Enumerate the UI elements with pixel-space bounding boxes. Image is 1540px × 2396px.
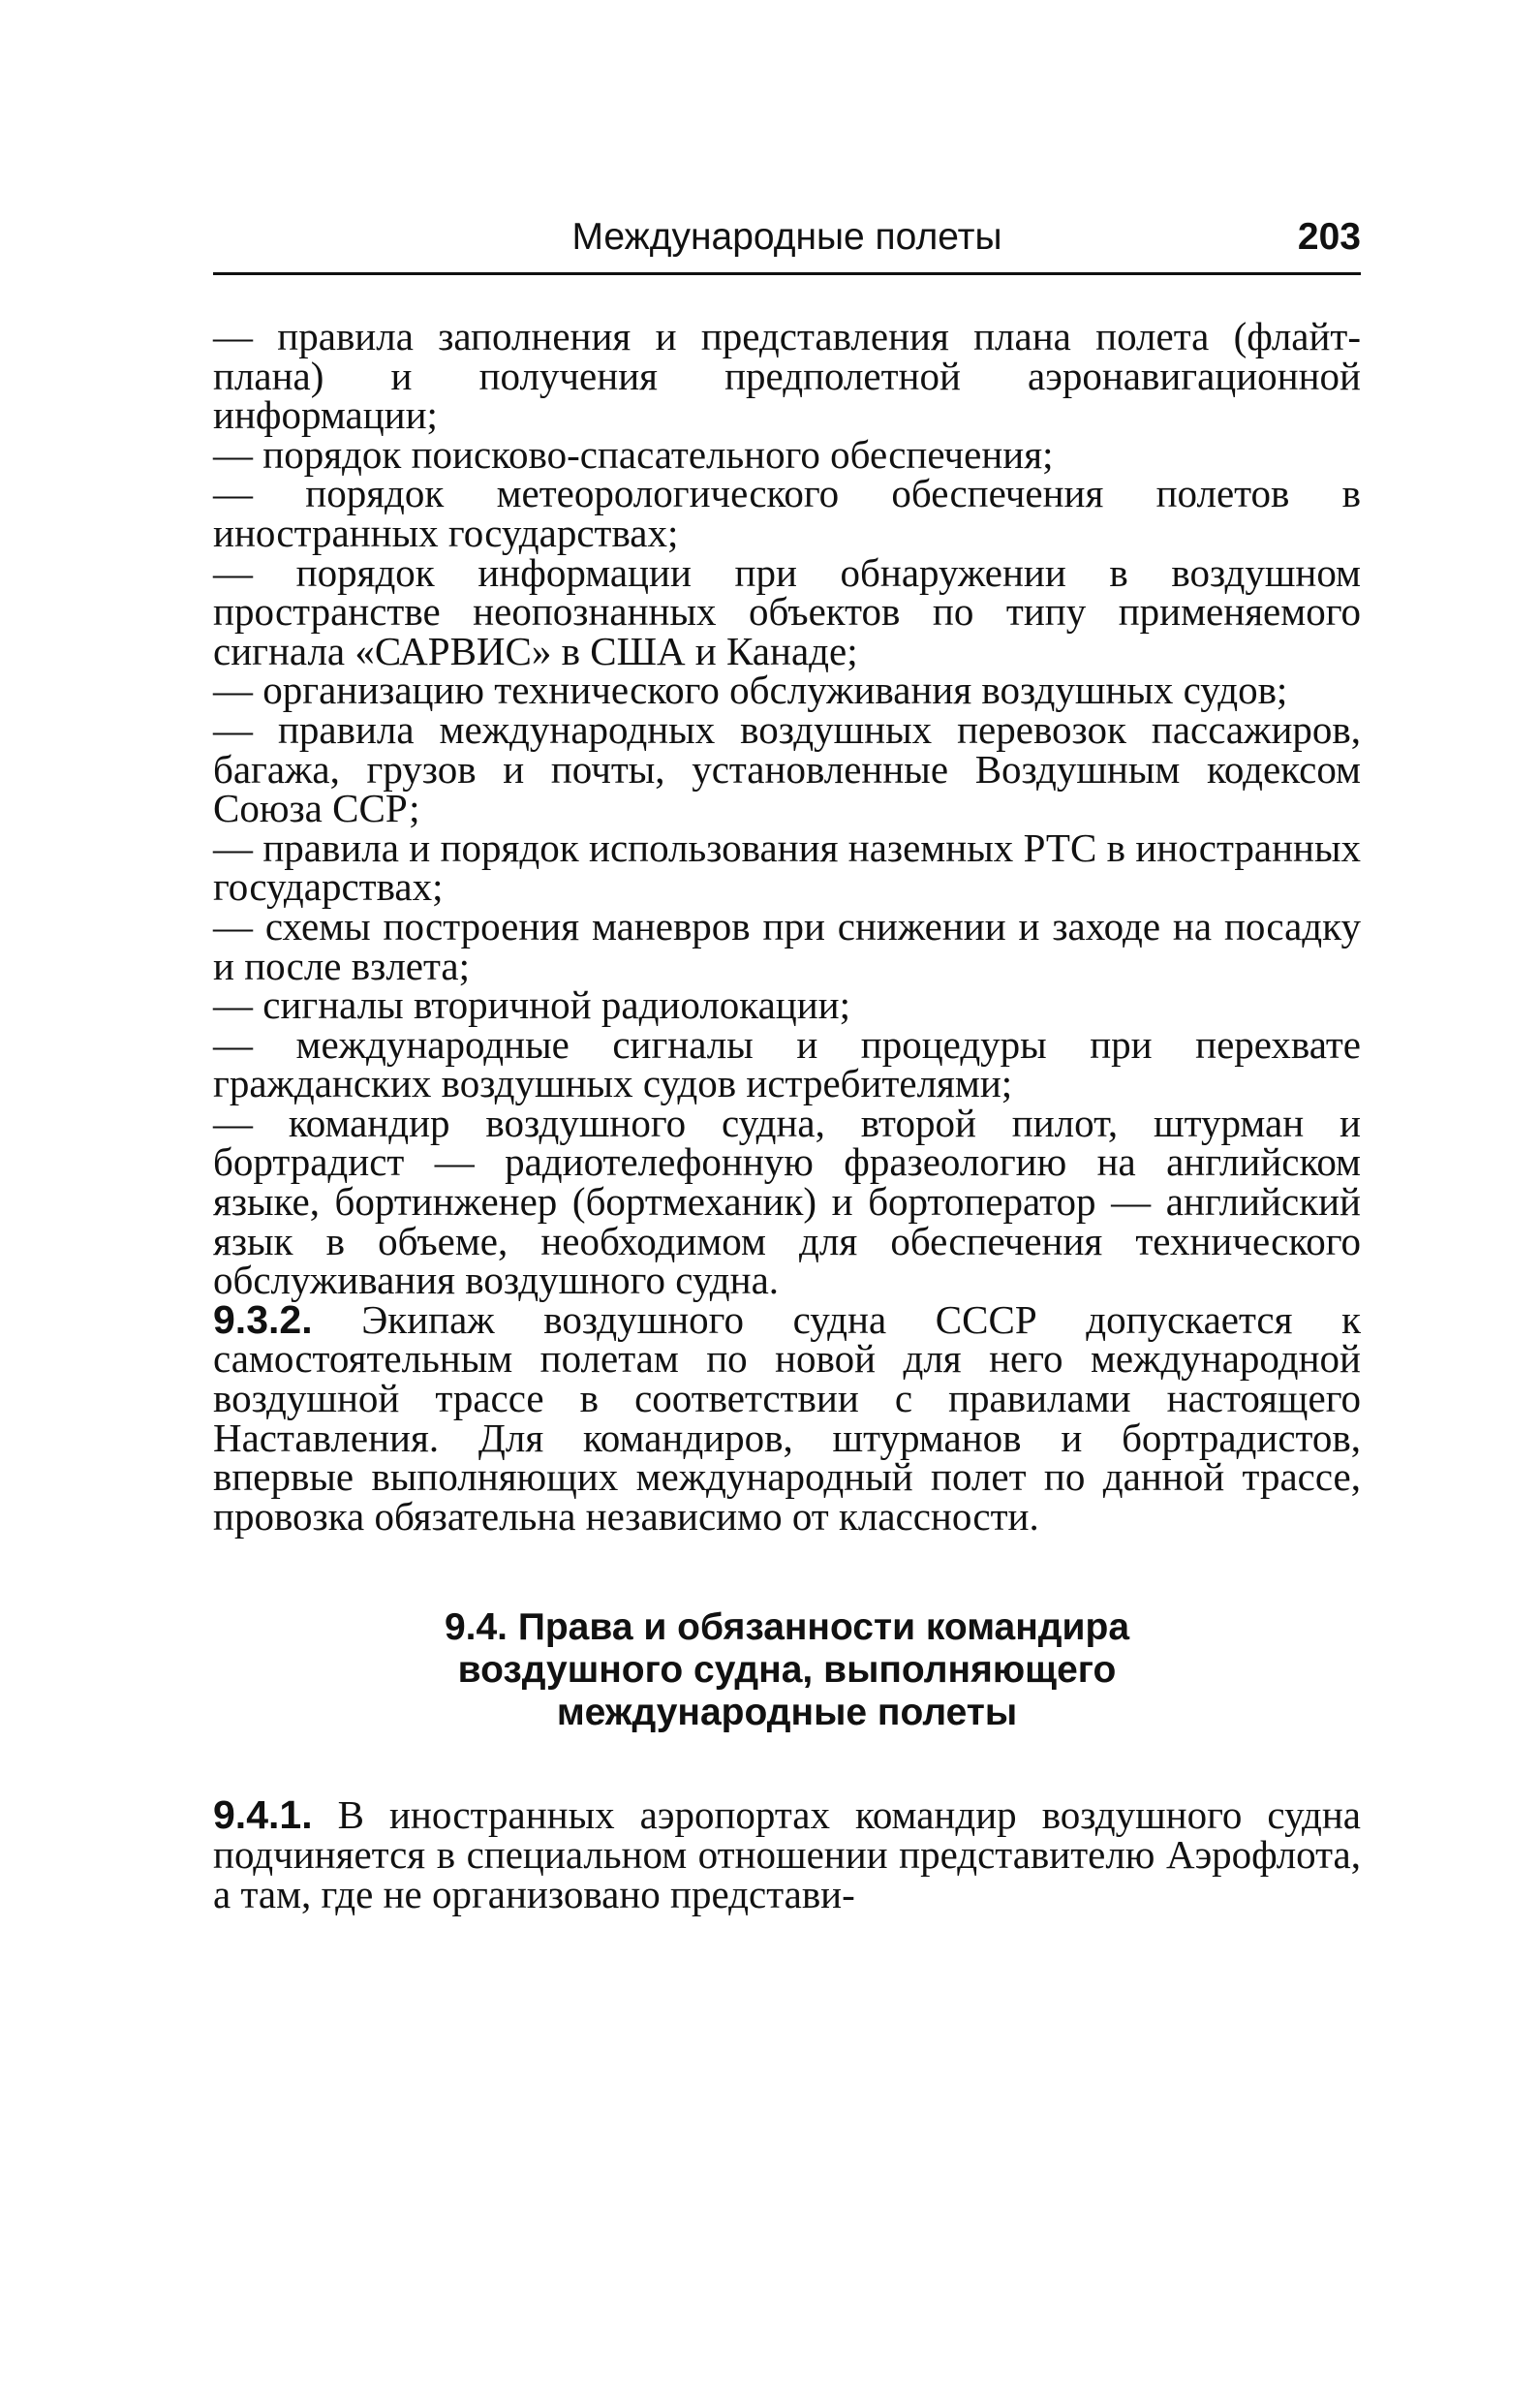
paragraph-number: 9.3.2. — [213, 1296, 313, 1342]
list-item: — правила и порядок использования наземных РТС в иностранных государствах; — [213, 825, 1361, 910]
section-heading-line: воздушного судна, выполняющего — [457, 1649, 1117, 1692]
list-item: — порядок метеорологического обеспечения полетов в иностранных государствах; — [213, 471, 1361, 555]
page — [213, 208, 1361, 1916]
list-item: — правила заполнения и представления плана полета (флайт-плана) и получения предполетной аэронавигационной информации; — [213, 314, 1361, 438]
list-item: — порядок поисково-спасательного обеспечения; — [213, 431, 1054, 477]
page-number: 203 — [1297, 216, 1361, 258]
list-item: — командир воздушного судна, второй пилот, штурман и бортрадист — радиотелефонную фразеологию на английском языке, бортинженер (бортмеханик) и бортоператор — английский язык в объеме, необходимом для обеспечения технического обслуживания воздушного судна. — [213, 1100, 1361, 1303]
section-heading-line: международные полеты — [556, 1692, 1018, 1734]
body-text — [213, 314, 1361, 1916]
header-rule — [213, 272, 1361, 275]
paragraph-text: В иностранных аэропортах командир воздушного судна подчиняется в специальном отношении представителю Аэрофлота, а там, где не организовано представи- — [213, 1792, 1361, 1916]
running-title: Международные полеты — [571, 216, 1002, 258]
section-heading-line: 9.4. Права и обязанности командира — [444, 1606, 1130, 1649]
paragraph-9-4-1 — [213, 1792, 1361, 1916]
running-head — [213, 208, 1361, 266]
paragraph-9-3-2 — [213, 1296, 1361, 1539]
list-item: — международные сигналы и процедуры при перехвате гражданских воздушных судов истребителями; — [213, 1021, 1361, 1106]
list-item: — порядок информации при обнаружении в воздушном пространстве неопознанных объектов по типу применяемого сигнала «САРВИС» в США и Канаде; — [213, 549, 1361, 673]
paragraph-text: Экипаж воздушного судна СССР допускается к самостоятельным полетам по новой для него международной воздушной трассе в соответствии с правилами настоящего Наставления. Для командиров, штурманов и бортрадистов, впервые выполняющих международный полет по данной трассе, провозка обязательна независимо от классности. — [213, 1296, 1361, 1539]
list-item: — сигналы вторичной радиолокации; — [213, 982, 851, 1028]
list-item: — правила международных воздушных перевозок пассажиров, багажа, грузов и почты, установленные Воздушным кодексом Союза ССР; — [213, 706, 1361, 831]
paragraph-number: 9.4.1. — [213, 1792, 313, 1838]
section-heading — [213, 1606, 1361, 1734]
list-item: — организацию технического обслуживания воздушных судов; — [213, 668, 1288, 713]
list-item: — схемы построения маневров при снижении и заходе на посадку и после взлета; — [213, 903, 1361, 988]
